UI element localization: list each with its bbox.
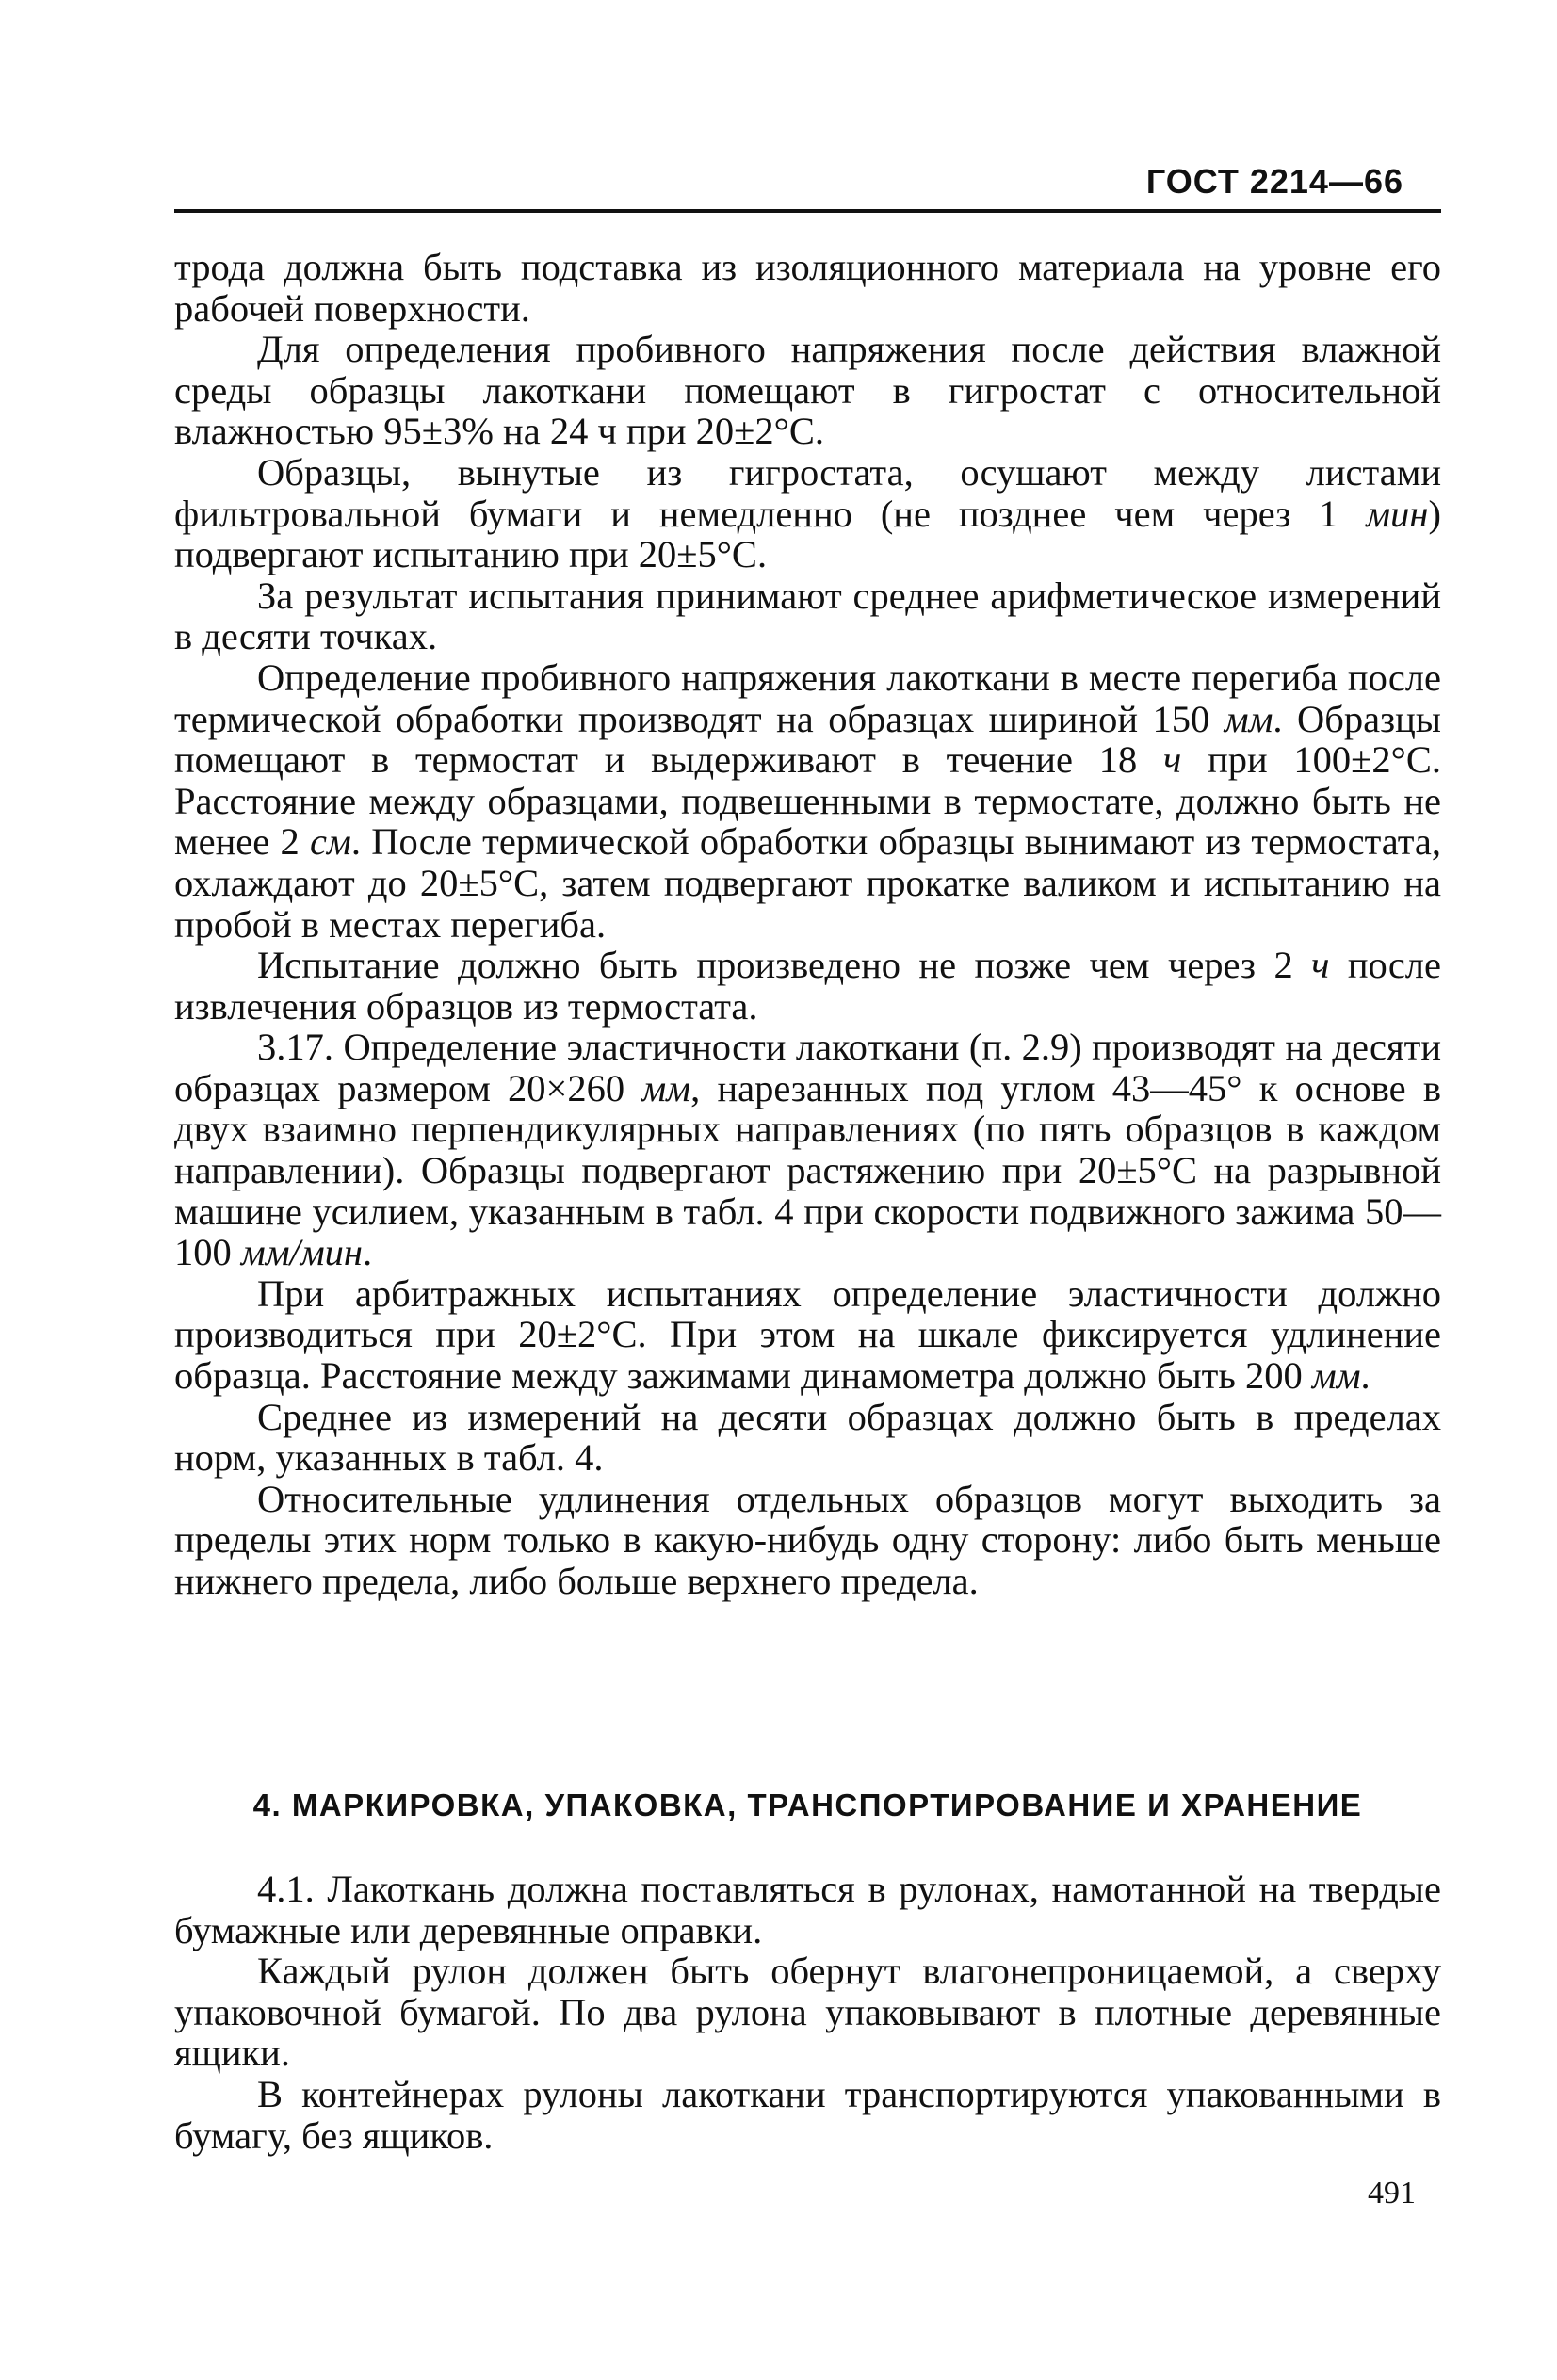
paragraph-text: . (363, 1231, 373, 1274)
paragraph-test-timing (174, 945, 1441, 1027)
paragraph-arbitration (174, 1273, 1441, 1397)
paragraph-text: при 100±2°С. Расстояние между образцами, подвешенными в термостате, должно быть не менее 2 (174, 738, 1441, 864)
section-text (174, 1869, 1441, 2156)
unit-text: мм (1311, 1354, 1361, 1398)
paragraph-text: . После термической обработки образцы вынимают из термостата, охлаждают до 20±5°С, затем подвергают прокатке валиком и испытанию на пробой в местах перегиба. (174, 820, 1441, 946)
paragraph-text: ) подвергают испытанию при 20±5°С. (174, 492, 1441, 576)
unit-text: мин (1366, 492, 1429, 535)
paragraph-text: , нарезанных под углом 43—45° к основе в двух взаимно перпендикулярных направлениях (по пять образцов в каждом направлении). Образцы подвергают растяжению при 20±5°С на разрывной машине усилием, указанным в табл. 4 при скорости подвижного зажима 50—100 (174, 1066, 1442, 1274)
paragraph-containers: В контейнерах рулоны лакоткани транспортируются упакованными в бумагу, без ящиков. (174, 2072, 1441, 2157)
paragraph-text: . Образцы помещают в термостат и выдерживают в течение 18 (174, 697, 1441, 782)
section-heading: 4. МАРКИРОВКА, УПАКОВКА, ТРАНСПОРТИРОВАНИЕ И ХРАНЕНИЕ (252, 1788, 1363, 1822)
paragraph-fold-test (174, 657, 1441, 945)
unit-text: см (310, 820, 351, 864)
document-code: ГОСТ 2214—66 (1145, 162, 1403, 201)
paragraph-text: . (1360, 1354, 1370, 1398)
paragraph-clause-4-1: 4.1. Лакоткань должна поставляться в рулонах, намотанной на твердые бумажные или деревянные оправки. (174, 1868, 1441, 1951)
unit-text: ч (1311, 944, 1330, 987)
paragraph-clause-3-17 (174, 1027, 1441, 1273)
paragraph-text: после извлечения образцов из термостата. (174, 944, 1441, 1028)
page-header (174, 162, 1441, 207)
header-rule (174, 209, 1441, 213)
paragraph-text: Образцы, вынутые из гигростата, осушают между листами фильтровальной бумаги и немедленно (не позднее чем через 1 (174, 450, 1441, 535)
unit-text: мм/мин (240, 1231, 364, 1274)
unit-text: мм (1224, 697, 1273, 740)
unit-text: мм (641, 1066, 691, 1109)
paragraph-result: За результат испытания принимают среднее арифметическое измерений в десяти точках. (174, 574, 1441, 658)
paragraph-humidity-test: Для определения пробивного напряжения после действия влажной среды образцы лакоткани помещают в гигростат с относительной влажностью 95±3% на 24 ч при 20±2°С. (174, 328, 1441, 453)
paragraph-text: При арбитражных испытаниях определение эластичности должно производиться при 20±2°С. При этом на шкале фиксируется удлинение образца. Расстояние между зажимами динамометра должно быть 200 (174, 1271, 1441, 1398)
page-number: 491 (1368, 2176, 1416, 2210)
paragraph-wrapping: Каждый рулон должен быть обернут влагонепроницаемой, а сверху упаковочной бумагой. По два рулона упаковывают в плотные деревянные ящики. (174, 1950, 1441, 2075)
paragraph-drying (174, 452, 1441, 575)
unit-text: ч (1162, 738, 1182, 782)
paragraph-continuation: трода должна быть подставка из изоляционного материала на уровне его рабочей поверхности. (174, 246, 1441, 330)
paragraph-average: Среднее из измерений на десяти образцах должно быть в пределах норм, указанных в табл. 4. (174, 1395, 1441, 1480)
paragraph-elongation: Относительные удлинения отдельных образцов могут выходить за пределы этих норм только в какую-нибудь одну сторону: либо быть меньше нижнего предела, либо больше верхнего предела. (174, 1477, 1441, 1602)
paragraph-text: Определение пробивного напряжения лакоткани в месте перегиба после термической обработки производят на образцах шириной 150 (174, 656, 1441, 740)
main-text (174, 247, 1441, 1602)
paragraph-text: 3.17. Определение эластичности лакоткани (п. 2.9) производят на десяти образцах размером 20×260 (174, 1026, 1441, 1109)
paragraph-text: Испытание должно быть произведено не позже чем через 2 (257, 944, 1312, 987)
